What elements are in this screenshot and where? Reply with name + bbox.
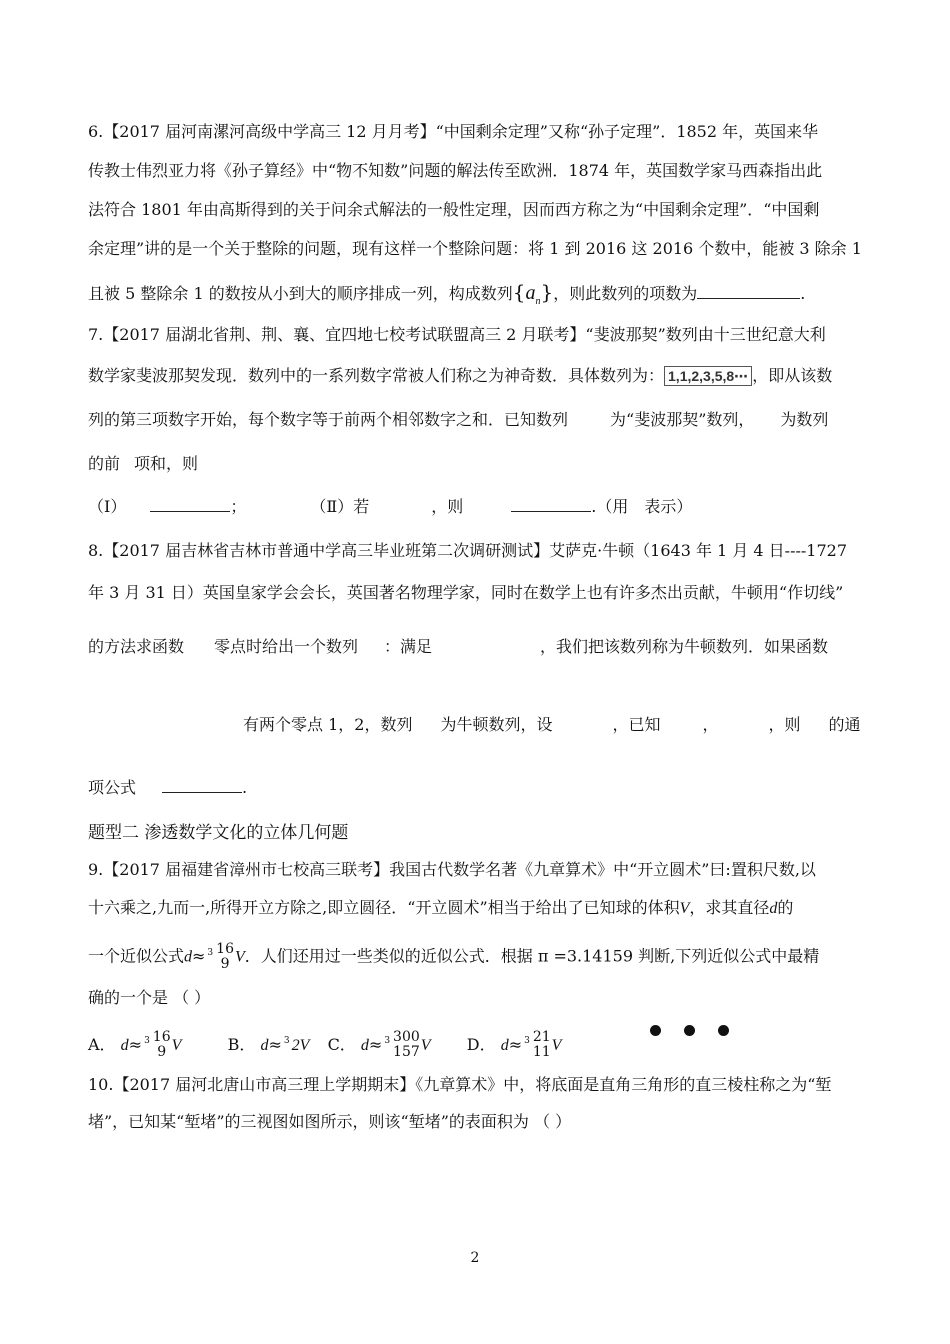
- q9-options: [88, 1030, 561, 1060]
- formula-d: d: [184, 948, 193, 966]
- q7-line-3: [88, 410, 828, 430]
- q9-line-3-a: 一个近似公式: [88, 946, 185, 966]
- q6-period: .: [800, 284, 806, 303]
- q8-line-5: [88, 778, 247, 798]
- q8-answer-blank[interactable]: [162, 778, 242, 793]
- page-number: 2: [470, 1250, 480, 1266]
- q6-answer-blank[interactable]: [697, 284, 800, 299]
- section-heading: 题型二 渗透数学文化的立体几何题: [88, 823, 349, 843]
- option-c[interactable]: C． d≈ $^3$ 300 157 V: [327, 1029, 431, 1060]
- q8-line-4-d: ，: [702, 715, 719, 734]
- q6-line-4: 余定理”讲的是一个关于整除的问题，现有这样一个整除问题：将 1 到 2016 这 2016 个数中，能被 3 除余 1: [88, 239, 862, 258]
- q7-part-2-end: .（用: [591, 497, 629, 516]
- fibonacci-sequence-box: 1,1,2,3,5,8⋯: [664, 366, 752, 386]
- q7-line-4: [88, 454, 198, 474]
- q6-line-1: 6.【2017 届河南漯河高级中学高三 12 月月考】“中国剩余定理”又称“孙子定理”．1852 年，英国来华: [88, 122, 819, 141]
- option-b[interactable]: B． d≈ $^3$ 2V: [227, 1034, 310, 1054]
- q8-line-4: [243, 715, 861, 735]
- q7-line-2-tail: ，即从该数: [752, 366, 833, 385]
- sequence-an: $\{a_n\}$: [512, 280, 554, 307]
- q7-line-4-text: 的前: [88, 454, 121, 473]
- q8-line-2: 年 3 月 31 日）英国皇家学会会长，英国著名物理学家，同时在数学上也有许多杰出贡献，牛顿用“作切线”: [88, 583, 844, 602]
- q8-line-5-a: 项公式: [88, 778, 137, 797]
- fraction-16-9: 16 9: [216, 941, 234, 972]
- q7-part-2-tail: 表示）: [644, 497, 693, 516]
- q8-line-4-b: 为牛顿数列，设: [440, 715, 553, 734]
- q7-part-2-then: ，则: [431, 497, 464, 516]
- q8-line-4-c: ，已知: [612, 715, 661, 734]
- formula-v: V: [234, 948, 245, 966]
- q8-line-3-d: ，我们把该数列称为牛顿数列．如果函数: [540, 637, 829, 656]
- dot-icon: [684, 1025, 695, 1036]
- q8-line-4-e: ，则: [768, 715, 801, 734]
- q7-line-3-text: 列的第三项数字开始，每个数字等于前两个相邻数字之和．已知数列: [88, 410, 569, 429]
- option-d[interactable]: D． d≈ $^3$ 21 11 V: [466, 1029, 562, 1060]
- dot-icon: [718, 1025, 729, 1036]
- q9-line-2-a: 十六乘之,九而一,所得开立方除之,即立圆径．“开立圆术”相当于给出了已知球的体积: [88, 898, 680, 917]
- q9-line-3: [88, 942, 819, 972]
- cube-root-index: 3: [207, 948, 214, 959]
- q7-line-1: 7.【2017 届湖北省荆、荆、襄、宜四地七校考试联盟高三 2 月联考】“斐波那契”数列由十三世纪意大利: [88, 325, 826, 344]
- q8-line-4-f: 的通: [828, 715, 861, 734]
- option-a[interactable]: A． d≈ $^3$ 16 9 V: [88, 1029, 182, 1060]
- var-v: V: [679, 900, 690, 917]
- q8-line-1: 8.【2017 届吉林省吉林市普通中学高三毕业班第二次调研测试】艾萨克·牛顿（1643 年 1 月 4 日----1727: [88, 541, 848, 560]
- q7-line-3-mid: 为“斐波那契”数列，: [610, 410, 755, 429]
- q7-part-2-label: （Ⅱ）若: [310, 497, 370, 516]
- q6-line-5-tail: ，则此数列的项数为: [553, 284, 698, 303]
- q8-line-4-a: 有两个零点 1，2，数列: [243, 715, 413, 734]
- q10-line-1: 10.【2017 届河北唐山市高三理上学期期末】《九章算术》中，将底面是直角三角形的直三棱柱称之为“堑: [88, 1075, 832, 1094]
- var-d: d: [769, 900, 778, 917]
- q7-line-2: [88, 366, 832, 386]
- q7-part-2-blank[interactable]: [511, 497, 591, 512]
- approx-sign: ≈: [192, 946, 206, 966]
- q7-line-3-tail: 为数列: [780, 410, 829, 429]
- q9-line-4: 确的一个是 （ ）: [88, 988, 211, 1007]
- q7-part-1-label: （Ⅰ）: [88, 497, 127, 516]
- q7-part-1-blank[interactable]: [150, 497, 230, 512]
- q6-line-3: 法符合 1801 年由高斯得到的关于问余式解法的一般性定理，因而西方称之为“中国剩余定理”．“中国剩: [88, 200, 820, 219]
- q8-line-3: [88, 637, 828, 657]
- q6-line-2: 传教士伟烈亚力将《孙子算经》中“物不知数”问题的解法传至欧洲．1874 年，英国数学家马西森指出此: [88, 161, 823, 180]
- q8-line-3-a: 的方法求函数: [88, 637, 185, 656]
- q9-line-3-b: ．人们还用过一些类似的近似公式．根据 π =3.14159 判断,下列近似公式中最精: [244, 946, 820, 966]
- q8-period: .: [242, 778, 248, 797]
- q7-part-1-end: ；: [230, 497, 247, 516]
- q6-line-5-text: 且被 5 整除余 1 的数按从小到大的顺序排成一列，构成数列: [88, 284, 513, 303]
- q7-line-4-tail: 项和，则: [134, 454, 199, 473]
- q9-line-1: 9.【2017 届福建省漳州市七校高三联考】我国古代数学名著《九章算术》中“开立圆术”曰:置积尺数,以: [88, 860, 816, 879]
- q6-line-5: [88, 282, 805, 312]
- decorative-dots: [650, 1021, 752, 1040]
- dot-icon: [650, 1025, 661, 1036]
- q9-line-2-b: ，求其直径: [689, 898, 770, 917]
- q9-line-2: [88, 898, 793, 919]
- q7-line-2-text: 数学家斐波那契发现．数列中的一系列数字常被人们称之为神奇数．具体数列为：: [88, 366, 665, 385]
- q7-parts: [88, 497, 692, 517]
- q10-line-2: 堵”，已知某“堑堵”的三视图如图所示，则该“堑堵”的表面积为 （ ）: [88, 1112, 572, 1131]
- q9-line-2-c: 的: [777, 898, 794, 917]
- q8-line-3-c: ：满足: [384, 637, 433, 656]
- q8-line-3-b: 零点时给出一个数列: [214, 637, 359, 656]
